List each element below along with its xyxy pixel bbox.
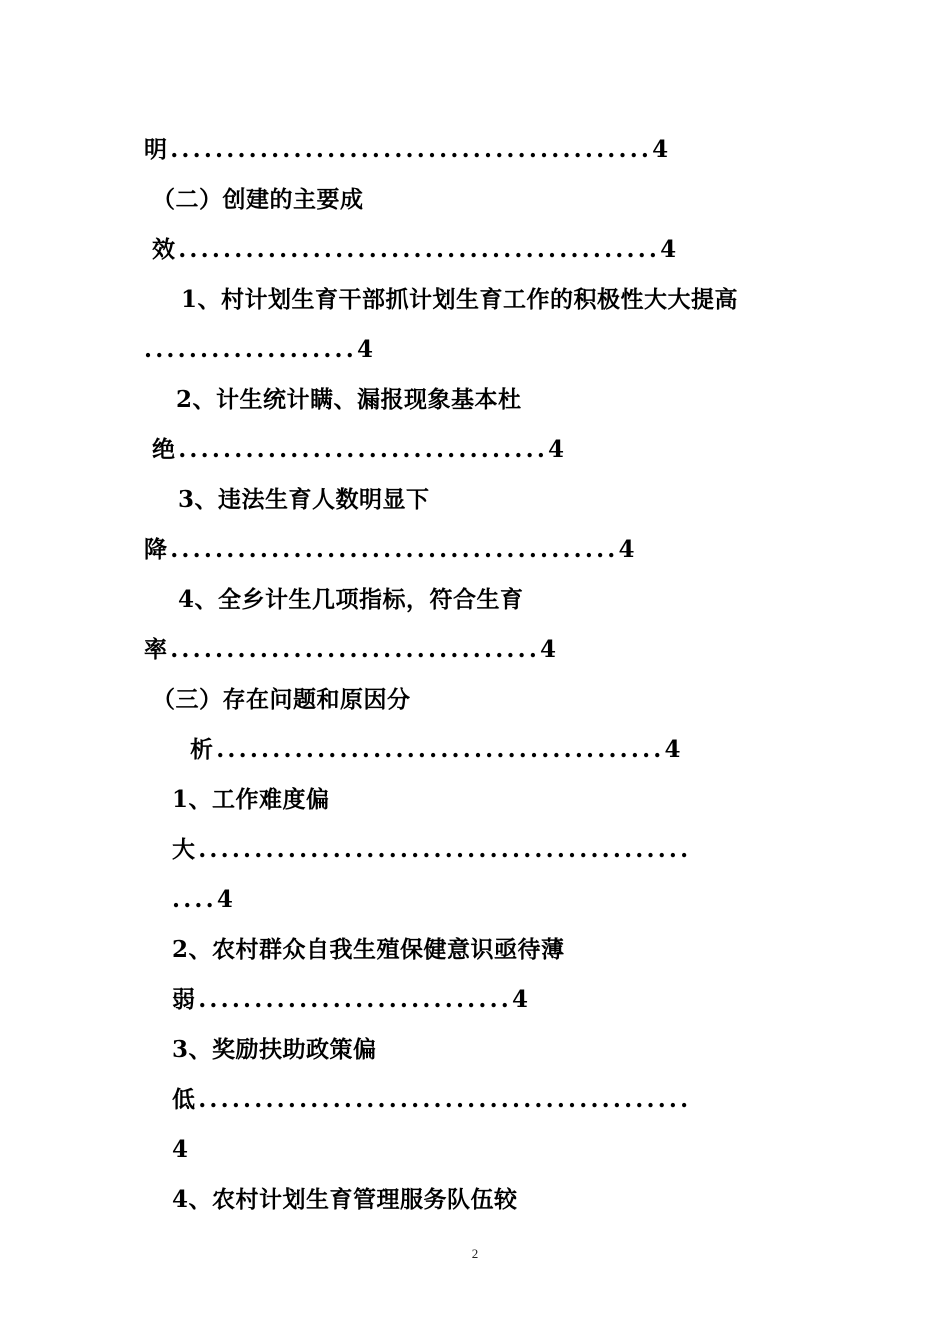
toc-line-16: ....4: [172, 886, 237, 913]
toc-line-19: 3、奖励扶助政策偏: [172, 1036, 377, 1063]
toc-line-13: 析........................................4: [190, 736, 684, 763]
toc-line-5: ...................4: [144, 336, 377, 363]
toc-line-8: 3、违法生育人数明显下: [178, 486, 430, 513]
toc-line-3: 效...........................................4: [152, 236, 680, 263]
toc-line-20: 低............................................: [172, 1086, 692, 1113]
toc-line-14: 1、工作难度偏: [172, 786, 330, 813]
toc-line-21: 4: [172, 1136, 189, 1163]
toc-line-12: （三）存在问题和原因分: [152, 686, 411, 713]
toc-line-17: 2、农村群众自我生殖保健意识亟待薄: [172, 936, 565, 963]
toc-line-1: 明...........................................4: [144, 136, 672, 163]
toc-line-11: 率.................................4: [144, 636, 560, 663]
toc-line-15: 大............................................: [172, 836, 692, 863]
toc-line-7: 绝.................................4: [152, 436, 568, 463]
page-number: 2: [471, 1246, 479, 1261]
toc-line-10: 4、全乡计生几项指标，符合生育: [178, 586, 524, 613]
toc-line-6: 2、计生统计瞒、漏报现象基本杜: [176, 386, 522, 413]
toc-line-9: 降........................................4: [144, 536, 638, 563]
toc-line-18: 弱............................4: [172, 986, 532, 1013]
toc-line-2: （二）创建的主要成: [152, 186, 364, 213]
toc-line-4: 1、村计划生育干部抓计划生育工作的积极性大大提高: [181, 286, 739, 313]
toc-line-22: 4、农村计划生育管理服务队伍较: [172, 1186, 518, 1213]
